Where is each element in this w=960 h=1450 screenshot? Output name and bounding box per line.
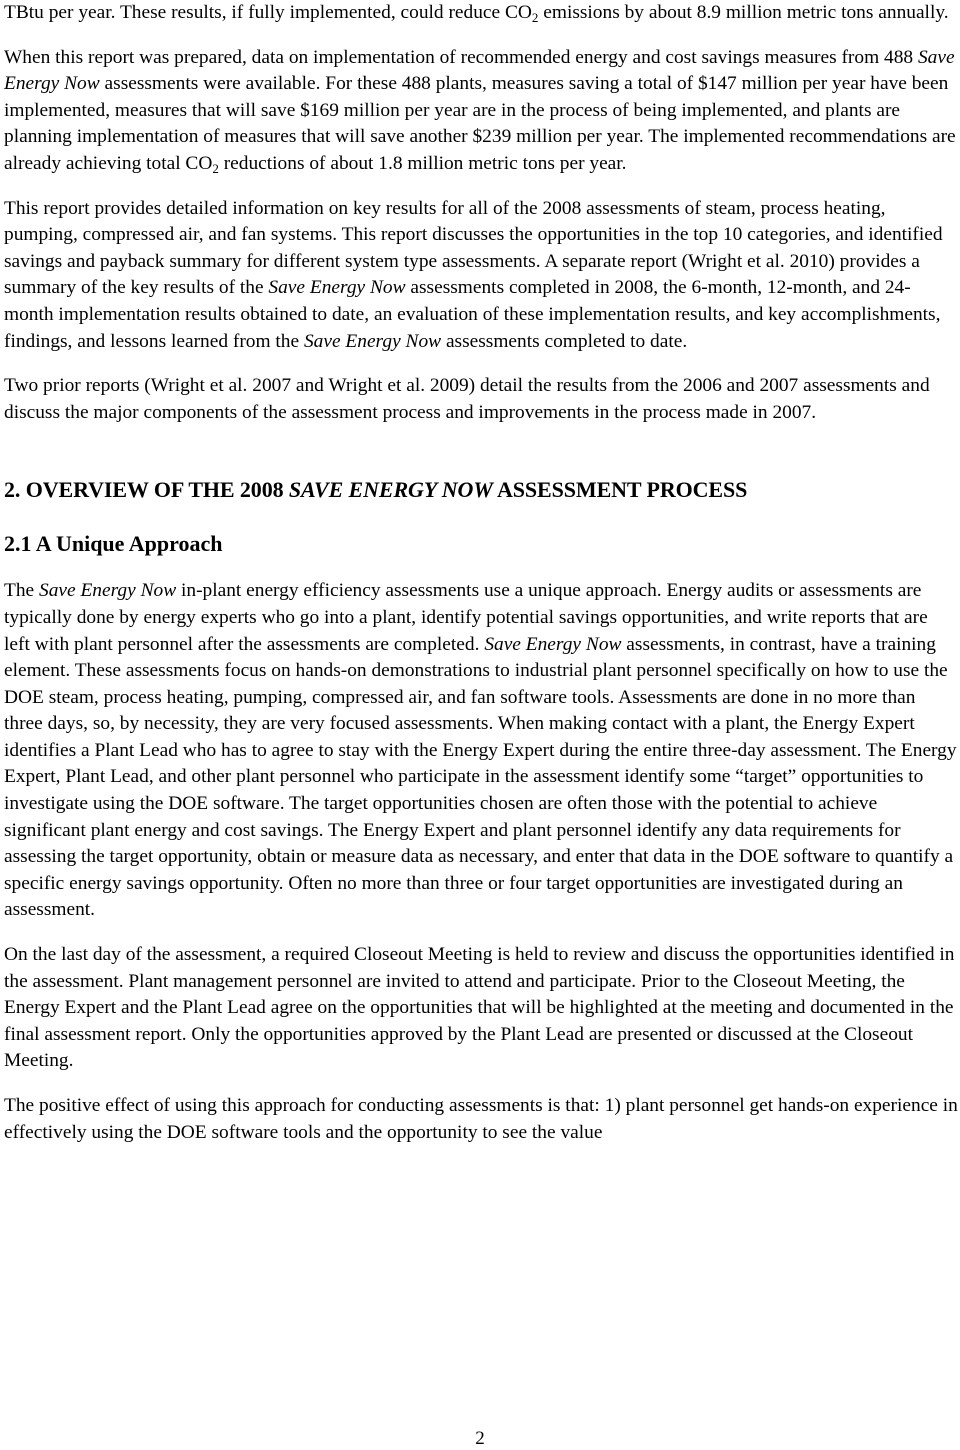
subscript: 2 <box>531 10 539 25</box>
text-run: This report provides detailed information on key results for all of the 2008 assessments of steam, process heating, pumping, compressed air, and fan systems. This report discusses the opportunities in the top 10 categories, and identified savings and payback summary for different system type assessments. A separate report (Wright et al. 2010) provides a summary of the key results of the <box>4 197 943 299</box>
italic-program-name: Save Energy Now <box>484 633 622 655</box>
text-run: assessments completed in 2008, the 6-month, 12-month, and 24-month implementation results obtained to date, an evaluation of these implementation results, and key accomplishments, findings, and lessons learned from the <box>4 277 941 352</box>
text-run: emissions by about 8.9 million metric tons annually. <box>538 2 949 23</box>
page-number: 2 <box>475 1428 485 1449</box>
text-run: ASSESSMENT PROCESS <box>492 477 748 503</box>
document-page <box>4 0 958 1146</box>
text-run: TBtu per year. These results, if fully implemented, could reduce CO <box>4 2 532 23</box>
text-run: reductions of about 1.8 million metric tons per year. <box>218 152 627 174</box>
text-run: assessments were available. For these 488 plants, measures saving a total of $147 million per year have been implemented, measures that will save $169 million per year are in the process of being implemented, and plants are planning implementation of measures that will save another $239 million per year. The implemented recommendations are already achieving total CO <box>4 73 956 174</box>
paragraph-positive-effect: The positive effect of using this approach for conducting assessments is that: 1) plant personnel get hands-on experience in effectively using the DOE software tools and the opportunity to see the value <box>4 1095 958 1143</box>
italic-program-name: Save Energy Now <box>39 580 177 602</box>
text-run: assessments completed to date. <box>441 330 688 352</box>
paragraph-prior-reports: Two prior reports (Wright et al. 2007 and Wright et al. 2009) detail the results from the 2006 and 2007 assessments and discuss the major components of the assessment process and improvements in the process made in 2007. <box>4 375 930 423</box>
text-run: assessments, in contrast, have a training element. These assessments focus on hands-on demonstrations to industrial plant personnel specifically on how to use the DOE steam, process heating, pumping, compressed air, and fan software tools. Assessments are done in no more than three days, so, by necessity, they are very focused assessments. When making contact with a plant, the Energy Expert identifies a Plant Lead who has to agree to stay with the Energy Expert during the entire three-day assessment. The Energy Expert, Plant Lead, and other plant personnel who participate in the assessment identify some “target” opportunities to investigate using the DOE software. The target opportunities chosen are often those with the potential to achieve significant plant energy and cost savings. The Energy Expert and plant personnel identify any data requirements for assessing the target opportunity, obtain or measure data as necessary, and enter that data in the DOE software to quantify a specific energy savings opportunity. Often no more than three or four target opportunities are investigated during an assessment. <box>4 633 957 921</box>
paragraph-report-scope <box>4 196 958 356</box>
text-run: When this report was prepared, data on implementation of recommended energy and cost savings measures from 488 <box>4 46 918 68</box>
italic-program-name: Save Energy Now <box>303 330 442 352</box>
paragraph-implementation-data <box>4 45 958 178</box>
italic-program-name: Save Energy Now <box>268 277 406 299</box>
subscript: 2 <box>212 160 219 176</box>
section-heading <box>4 476 958 504</box>
italic-program-name: Save Energy Now <box>4 46 955 95</box>
subsection-heading: 2.1 A Unique Approach <box>4 531 223 557</box>
text-run: The <box>4 580 39 602</box>
paragraph-co2-emissions <box>4 0 958 27</box>
text-run: in-plant energy efficiency assessments use a unique approach. Energy audits or assessments are typically done by energy experts who go into a plant, identify potential savings opportunities, and write reports that are left with plant personnel after the assessments are completed. <box>4 580 928 655</box>
text-run: 2. OVERVIEW OF THE 2008 <box>4 477 289 503</box>
paragraph-unique-approach <box>4 578 958 924</box>
italic-program-name: SAVE ENERGY NOW <box>288 477 493 503</box>
paragraph-closeout-meeting: On the last day of the assessment, a required Closeout Meeting is held to review and discuss the opportunities identified in the assessment. Plant management personnel are invited to attend and participate. Prior to the Closeout Meeting, the Energy Expert and the Plant Lead agree on the opportunities that will be highlighted at the meeting and documented in the final assessment report. Only the opportunities approved by the Plant Lead are presented or discussed at the Closeout Meeting. <box>4 944 955 1072</box>
